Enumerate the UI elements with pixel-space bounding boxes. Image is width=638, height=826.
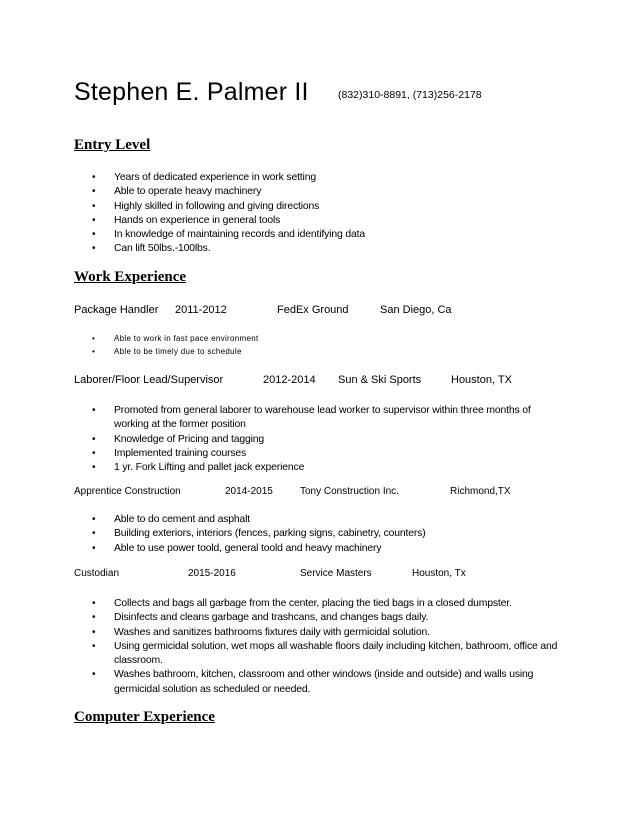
job-location: Houston, TX <box>451 374 512 386</box>
section-title-computer-experience: Computer Experience <box>74 709 215 725</box>
list-item: • Able to operate heavy machinery <box>74 185 594 199</box>
job-years: 2014-2015 <box>225 486 273 497</box>
laborer-duties <box>74 404 594 475</box>
list-item: • Disinfects and cleans garbage and trashcans, and changes bags daily. <box>74 611 594 625</box>
job-company: Sun & Ski Sports <box>338 374 422 386</box>
list-item: • Hands on experience in general tools <box>74 214 594 228</box>
list-item: • Washes bathroom, kitchen, classroom and other windows (inside and outside) and walls using germicidal solution as scheduled or needed. <box>74 668 574 697</box>
job-line-package-handler <box>74 304 574 318</box>
job-title: Package Handler <box>74 304 159 316</box>
apprentice-construction-duties <box>74 513 594 556</box>
job-company: Tony Construction Inc. <box>300 486 399 497</box>
list-item: • Able to be timely due to schedule <box>74 346 594 359</box>
list-item: • Able to work in fast pace environment <box>74 333 594 346</box>
job-location: Houston, Tx <box>412 568 466 579</box>
job-line-laborer <box>74 374 574 388</box>
custodian-duties <box>74 597 594 697</box>
list-item: • Using germicidal solution, wet mops all washable floors daily including kitchen, bathroom, office and classroom. <box>74 640 574 669</box>
job-location: Richmond,TX <box>450 486 511 497</box>
section-title-entry-level: Entry Level <box>74 137 151 153</box>
job-line-custodian <box>74 568 574 582</box>
job-company: Service Masters <box>300 568 372 579</box>
list-item: • Can lift 50lbs.-100lbs. <box>74 242 594 256</box>
list-item: • Implemented training courses <box>74 447 594 461</box>
list-item: • Collects and bags all garbage from the center, placing the tied bags in a closed dumpster. <box>74 597 594 611</box>
entry-level-list <box>74 171 594 257</box>
list-item: • Able to do cement and asphalt <box>74 513 594 527</box>
list-item: • Knowledge of Pricing and tagging <box>74 433 594 447</box>
list-item: • Promoted from general laborer to warehouse lead worker to supervisor within three months of working at the former position <box>74 404 564 433</box>
list-item: • Washes and sanitizes bathrooms fixtures daily with germicidal solution. <box>74 626 594 640</box>
list-item: • In knowledge of maintaining records and identifying data <box>74 228 594 242</box>
list-item: • Highly skilled in following and giving directions <box>74 200 594 214</box>
job-years: 2011-2012 <box>175 304 227 316</box>
list-item: • Building exteriors, interiors (fences, parking signs, cabinetry, counters) <box>74 527 594 541</box>
section-title-work-experience: Work Experience <box>74 269 187 285</box>
phone-numbers: (832)310-8891, (713)256-2178 <box>338 89 482 101</box>
job-years: 2015-2016 <box>188 568 236 579</box>
job-years: 2012-2014 <box>263 374 316 386</box>
job-title: Laborer/Floor Lead/Supervisor <box>74 374 224 386</box>
list-item: • Years of dedicated experience in work setting <box>74 171 594 185</box>
list-item: • 1 yr. Fork Lifting and pallet jack experience <box>74 461 594 475</box>
job-title: Custodian <box>74 568 120 579</box>
job-company: FedEx Ground <box>277 304 349 316</box>
job-title: Apprentice Construction <box>74 486 181 497</box>
list-item: • Able to use power toold, general toold and heavy machinery <box>74 542 594 556</box>
job-line-apprentice-construction <box>74 486 574 500</box>
applicant-name: Stephen E. Palmer II <box>74 78 309 106</box>
package-handler-duties <box>74 333 594 358</box>
job-location: San Diego, Ca <box>380 304 452 316</box>
